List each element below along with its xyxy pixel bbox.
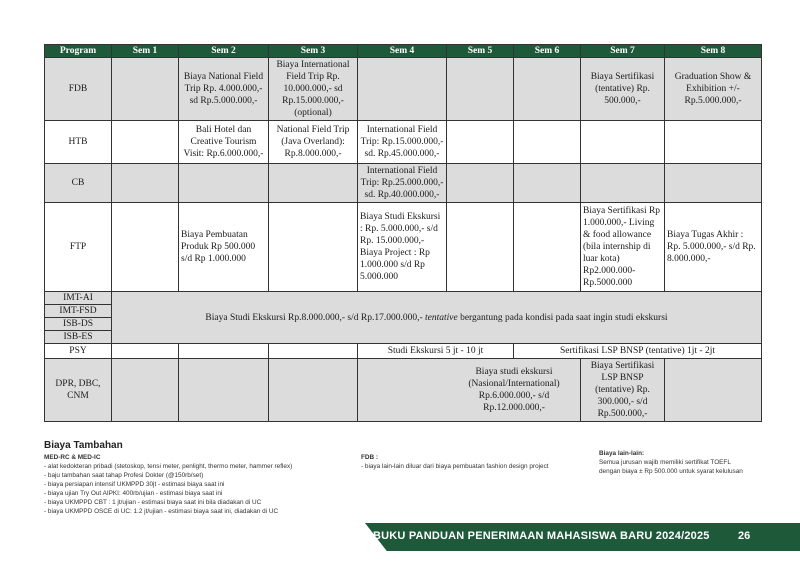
header-sem5: Sem 5 [447, 45, 514, 58]
program-cell: DPR, DBC, CNM [45, 359, 112, 422]
header-program: Program [45, 45, 112, 58]
empty-cell [112, 203, 179, 292]
list-item: - biaya persiapan intensif UKMPPD 30jt - estimasi biaya saat ini [44, 481, 225, 488]
list-item: - biaya lain-lain diluar dari biaya pembuatan fashion design project [361, 463, 549, 470]
footer-title: BUKU PANDUAN PENERIMAAN MAHASISWA BARU 2024/2025 [373, 530, 710, 542]
header-sem4: Sem 4 [358, 45, 447, 58]
med-heading: MED-RC & MED-IC [44, 454, 101, 461]
program-cell: ISB-ES [45, 331, 112, 344]
program-cell: ISB-DS [45, 318, 112, 331]
imt-text-before: Biaya Studi Ekskursi Rp.8.000.000,- s/d Rp.17.000.000,- [205, 312, 425, 323]
list-item: - biaya UKMPPD OSCE di UC: 1.2 jt/ujian - estimasi biaya saat ini, diadakan di UC [44, 508, 279, 515]
list-item: dengan biaya ± Rp 500.000 untuk syarat kelulusan [599, 468, 743, 475]
fdb-sem3-cell: Biaya International Field Trip Rp. 10.000.000,- sd Rp.15.000.000,- (optional) [269, 58, 358, 121]
empty-cell [112, 359, 179, 422]
empty-cell [447, 164, 514, 203]
program-cell: FDB [45, 58, 112, 121]
fdb-notes [361, 453, 549, 471]
empty-cell [112, 58, 179, 121]
imt-merged-cell [112, 292, 762, 344]
empty-cell [112, 121, 179, 164]
list-item: Semua jurusan wajib memiliki sertifikat TOEFL [599, 459, 731, 466]
list-item: - alat kedokteran pribadi (stetoskop, tensi meter, penlight, thermo meter, hammer reflex) [44, 463, 293, 470]
program-cell: FTP [45, 203, 112, 292]
empty-cell [581, 164, 665, 203]
list-item: - biaya UKMPPD CBT : 1 jt/ujian - estimasi biaya saat ini bila diadakan di UC [44, 499, 262, 506]
table-row-ftp [45, 203, 762, 292]
empty-cell [665, 164, 762, 203]
program-cell: HTB [45, 121, 112, 164]
med-notes [44, 453, 292, 516]
table-row-fdb [45, 58, 762, 121]
header-sem6: Sem 6 [514, 45, 581, 58]
ftp-sem2-cell: Biaya Pembuatan Produk Rp 500.000 s/d Rp 1.000.000 [179, 203, 269, 292]
program-cell: PSY [45, 344, 112, 359]
ftp-sem4-cell: Biaya Studi Ekskursi : Rp. 5.000.000,- s/d Rp. 15.000.000,- Biaya Project : Rp 1.000.000 s/d Rp 5.000.000 [358, 203, 447, 292]
table-header-row [45, 45, 762, 58]
header-sem1: Sem 1 [112, 45, 179, 58]
htb-sem4-cell: International Field Trip: Rp.15.000.000,- sd. Rp.45.000.000,- [358, 121, 447, 164]
other-heading: Biaya lain-lain: [599, 450, 645, 457]
empty-cell [514, 121, 581, 164]
empty-cell [179, 164, 269, 203]
header-sem2: Sem 2 [179, 45, 269, 58]
fdb-sem8-cell: Graduation Show & Exhibition +/- Rp.5.000.000,- [665, 58, 762, 121]
empty-cell [269, 359, 358, 422]
dpr-sem5-6-cell: Biaya studi ekskursi (Nasional/International) Rp.6.000.000,- s/d Rp.12.000.000,- [358, 359, 581, 422]
fdb-sem2-cell: Biaya National Field Trip Rp. 4.000.000,- sd Rp.5.000.000,- [179, 58, 269, 121]
imt-text-italic: tentative [424, 312, 458, 323]
psy-sem4-5-cell: Studi Ekskursi 5 jt - 10 jt [358, 344, 514, 359]
program-cell: IMT-FSD [45, 305, 112, 318]
table-row-dpr [45, 359, 762, 422]
dpr-sem7-cell: Biaya Sertifikasi LSP BNSP (tentative) Rp. 300.000,- s/d Rp.500.000,- [581, 359, 665, 422]
htb-sem2-cell: Bali Hotel dan Creative Tourism Visit: Rp.6.000.000,- [179, 121, 269, 164]
empty-cell [358, 58, 447, 121]
other-notes [599, 449, 743, 476]
fdb-heading: FDB : [361, 454, 379, 461]
psy-sem6-8-cell: Sertifikasi LSP BNSP (tentative) 1jt - 2jt [514, 344, 762, 359]
program-cell: CB [45, 164, 112, 203]
empty-cell [112, 344, 179, 359]
header-sem3: Sem 3 [269, 45, 358, 58]
ftp-sem7-cell: Biaya Sertifikasi Rp 1.000.000,- Living & food allowance (bila internship di luar kota) Rp2.000.000- Rp.5000.000 [581, 203, 665, 292]
imt-text-after: bergantung pada kondisi pada saat ingin studi ekskursi [457, 312, 668, 323]
header-sem7: Sem 7 [581, 45, 665, 58]
empty-cell [447, 121, 514, 164]
list-item: - baju tambahan saat tahap Profesi Dokter (@150rb/set) [44, 472, 204, 479]
program-cell: IMT-AI [45, 292, 112, 305]
table-row-psy [45, 344, 762, 359]
empty-cell [514, 164, 581, 203]
table-row-imt-ai [45, 292, 762, 305]
empty-cell [514, 203, 581, 292]
header-sem8: Sem 8 [665, 45, 762, 58]
empty-cell [665, 359, 762, 422]
page-number: 26 [738, 530, 751, 542]
empty-cell [179, 344, 269, 359]
list-item: - biaya ujian Try Out AIPKI: 400rb/ujian - estimasi biaya saat ini [44, 490, 223, 497]
empty-cell [269, 344, 358, 359]
cb-sem4-cell: International Field Trip: Rp.25.000.000,- sd. Rp.40.000.000,- [358, 164, 447, 203]
extra-costs-title: Biaya Tambahan [44, 440, 123, 451]
empty-cell [447, 203, 514, 292]
table-row-cb [45, 164, 762, 203]
fdb-sem7-cell: Biaya Sertifikasi (tentative) Rp. 500.000,- [581, 58, 665, 121]
empty-cell [665, 121, 762, 164]
fees-table [44, 44, 762, 422]
ftp-sem8-cell: Biaya Tugas Akhir : Rp. 5.000.000,- s/d Rp. 8.000.000,- [665, 203, 762, 292]
empty-cell [269, 203, 358, 292]
htb-sem3-cell: National Field Trip (Java Overland): Rp.8.000.000,- [269, 121, 358, 164]
empty-cell [179, 359, 269, 422]
table-row-htb [45, 121, 762, 164]
empty-cell [581, 121, 665, 164]
empty-cell [112, 164, 179, 203]
empty-cell [514, 58, 581, 121]
empty-cell [447, 58, 514, 121]
empty-cell [269, 164, 358, 203]
